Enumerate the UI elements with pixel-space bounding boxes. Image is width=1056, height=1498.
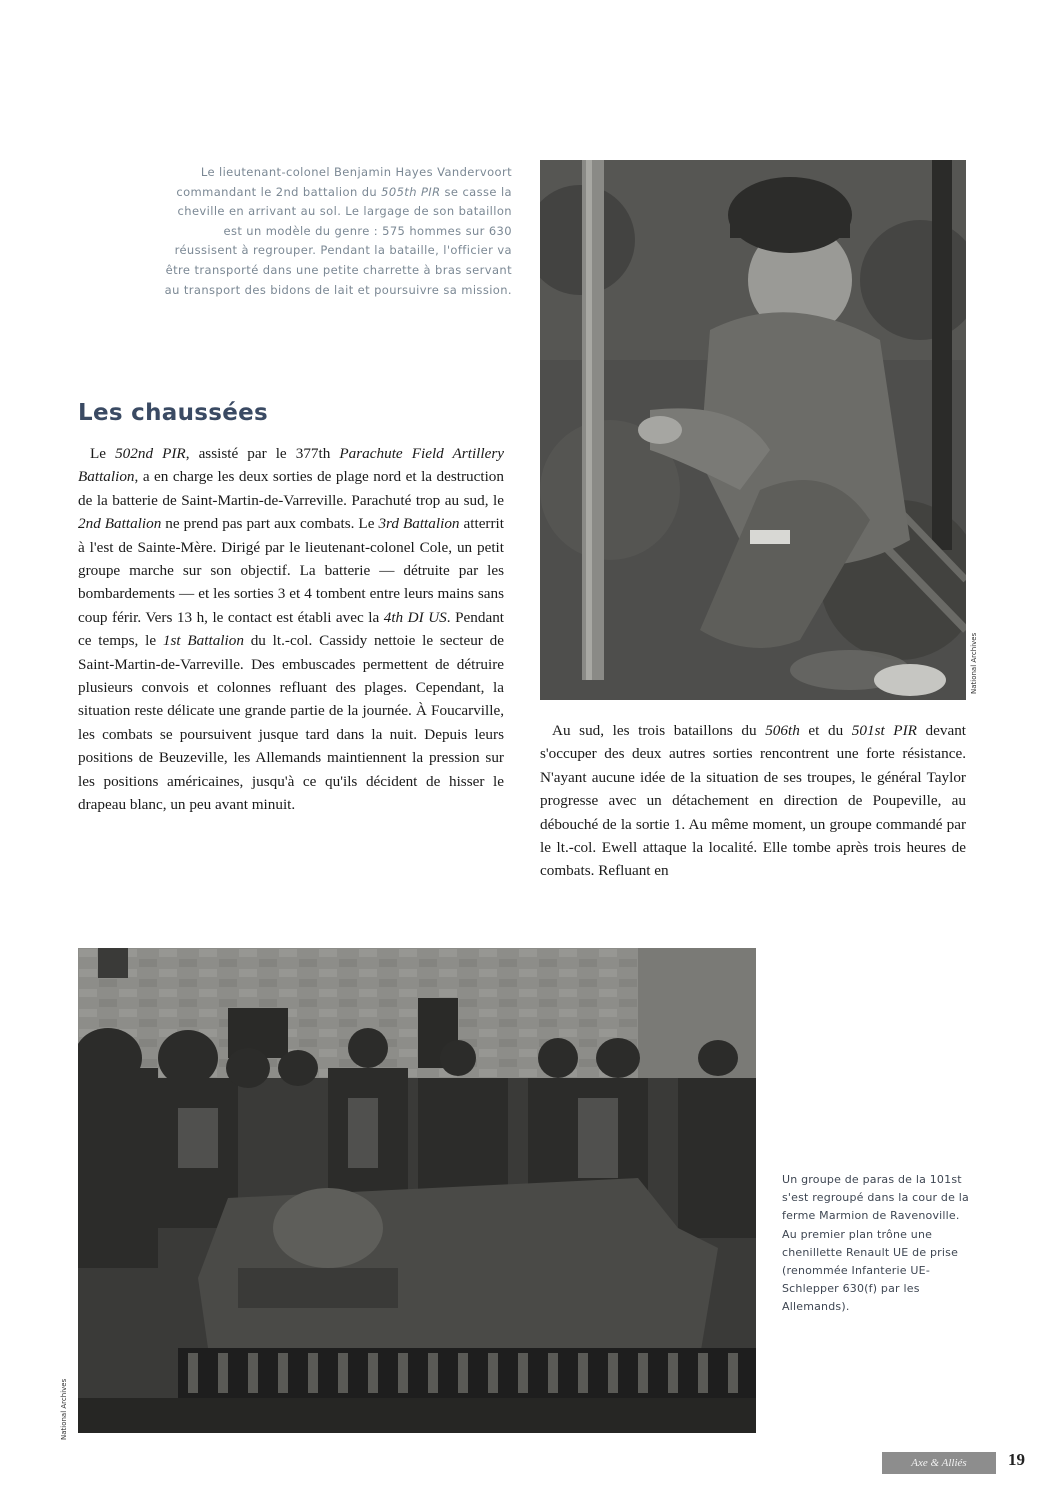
- right-column-text: [540, 719, 966, 906]
- left-run: Le: [90, 445, 116, 462]
- footer-magazine-label: Axe & Alliés: [882, 1452, 996, 1474]
- right-run: et du: [799, 722, 852, 739]
- left-column-text: [78, 442, 504, 817]
- right-run: devant s'occuper des deux autres sorties rencontrent une forte résistance. N'ayant aucune idée de la situation de ses troupes, le général Taylor progresse avec un détachement en direction de Poupeville, au débouché de la sortie 1. Au même moment, un groupe commandé par le lt.-col. Ewell attaque la localité. Elle tombe après trois heures de combats. Refluant en: [540, 722, 966, 880]
- left-run-italic: 1st Battalion: [162, 632, 244, 650]
- caption-top-text-after: se casse la cheville en arrivant au sol. Le largage de son bataillon est un modèle du genre : 575 hommes sur 630 réussisent à regrouper. Pendant la bataille, l'officier va être transporté dans une petite charrette à bras servant au transport des bidons de lait et poursuivre sa mission.: [164, 184, 512, 297]
- photo-soldier: [540, 160, 966, 700]
- left-run-italic: 3rd Battalion: [378, 515, 460, 533]
- caption-top: [160, 163, 512, 300]
- photo-credit-2: National Archives: [60, 1378, 68, 1440]
- photo-soldier-illustration: [540, 160, 966, 700]
- left-run: ne prend pas part aux combats. Le: [161, 515, 379, 533]
- caption-top-italic: 505th PIR: [381, 184, 441, 199]
- page-number: 19: [1008, 1450, 1025, 1469]
- section-title: Les chaussées: [78, 400, 269, 426]
- left-run: , a en charge les deux sorties de plage nord et la destruction de la batterie de Saint-Martin-de-Varreville. Parachuté trop au sud, le: [78, 468, 504, 509]
- photo-group-illustration: [78, 948, 756, 1433]
- right-run-italic: 506th: [765, 722, 800, 739]
- photo-credit-1: National Archives: [970, 632, 978, 694]
- left-run: atterrit à l'est de Sainte-Mère. Dirigé par le lieutenant-colonel Cole, un petit groupe marche sur son objectif. La batterie — détruite par les bombardements — et les sorties 3 et 4 tombent entre leurs mains sans coup férir. Vers 13 h, le contact est établi avec la: [78, 515, 504, 626]
- left-run-italic: 4th DI US: [383, 608, 447, 626]
- left-run-italic: 502nd PIR: [115, 445, 186, 462]
- left-run: du lt.-col. Cassidy nettoie le secteur de Saint-Martin-de-Varreville. Des embuscades permettent de détruire plusieurs convois et colonnes refluant des plages. Cependant, la situation reste délicate une grande partie de la journée. À Foucarville, les combats se poursuivent jusque tard dans la nuit. Depuis leurs positions de Beuzeville, les Allemands maintiennent la pression sur les positions américaines, jusqu'à ce qu'ils décident de hisser le drapeau blanc, un peu avant minuit.: [78, 632, 504, 814]
- left-run-italic: 2nd Battalion: [78, 515, 162, 533]
- left-run: . Pendant ce temps, le: [78, 608, 505, 650]
- left-run: , assisté par le 377th: [185, 445, 340, 462]
- caption-bottom: Un groupe de paras de la 101st s'est regroupé dans la cour de la ferme Marmion de Ravenoville. Au premier plan trône une chenillette Renault UE de prise (renommée Infanterie UE-Schlepper 630(f) par les Allemands).: [782, 1173, 969, 1314]
- photo-paratroopers-group: [78, 948, 756, 1433]
- right-run: Au sud, les trois bataillons du: [552, 722, 766, 739]
- right-run-italic: 501st PIR: [851, 722, 917, 739]
- left-run-italic: Parachute Field Artillery Battalion: [78, 445, 504, 486]
- caption-top-text-before: Le lieutenant-colonel Benjamin Hayes Vandervoort commandant le 2nd battalion du: [176, 165, 512, 199]
